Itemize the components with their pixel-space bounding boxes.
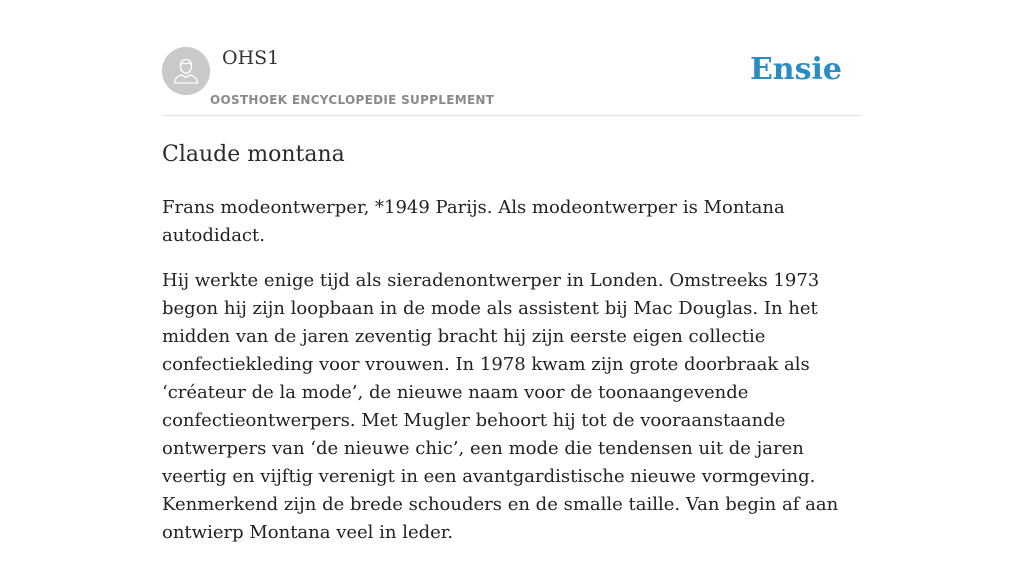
article-body: [162, 140, 862, 564]
article-title: Claude montana: [162, 142, 345, 167]
brand-logo[interactable]: Ensie: [749, 52, 842, 87]
article-header: [162, 46, 862, 116]
source-label: OOSTHOEK ENCYCLOPEDIE SUPPLEMENT: [210, 93, 495, 107]
header-divider: [162, 115, 862, 116]
user-icon[interactable]: [162, 47, 210, 95]
article-paragraph: Frans modeontwerper, *1949 Parijs. Als modeontwerper is Montana autodidact.: [162, 197, 785, 246]
author-link[interactable]: OHS1: [222, 47, 280, 69]
article-paragraph: Hij werkte enige tijd als sieradenontwerper in Londen. Omstreeks 1973 begon hij zijn loopbaan in de mode als assistent bij Mac Douglas. In het midden van de jaren zeventig bracht hij zijn eerste eigen collectie confectiekleding voor vrouwen. In 1978 kwam zijn grote doorbraak als ‘créateur de la mode’, de nieuwe naam voor de toonaangevende confectieontwerpers. Met Mugler behoort hij tot de vooraanstaande ontwerpers van ‘de nieuwe chic’, een mode die tendensen uit de jaren veertig en vijftig verenigt in een avantgardistische nieuwe vormgeving. Kenmerkend zijn de brede schouders en de smalle taille. Van begin af aan ontwierp Montana veel in leder.: [162, 270, 839, 543]
